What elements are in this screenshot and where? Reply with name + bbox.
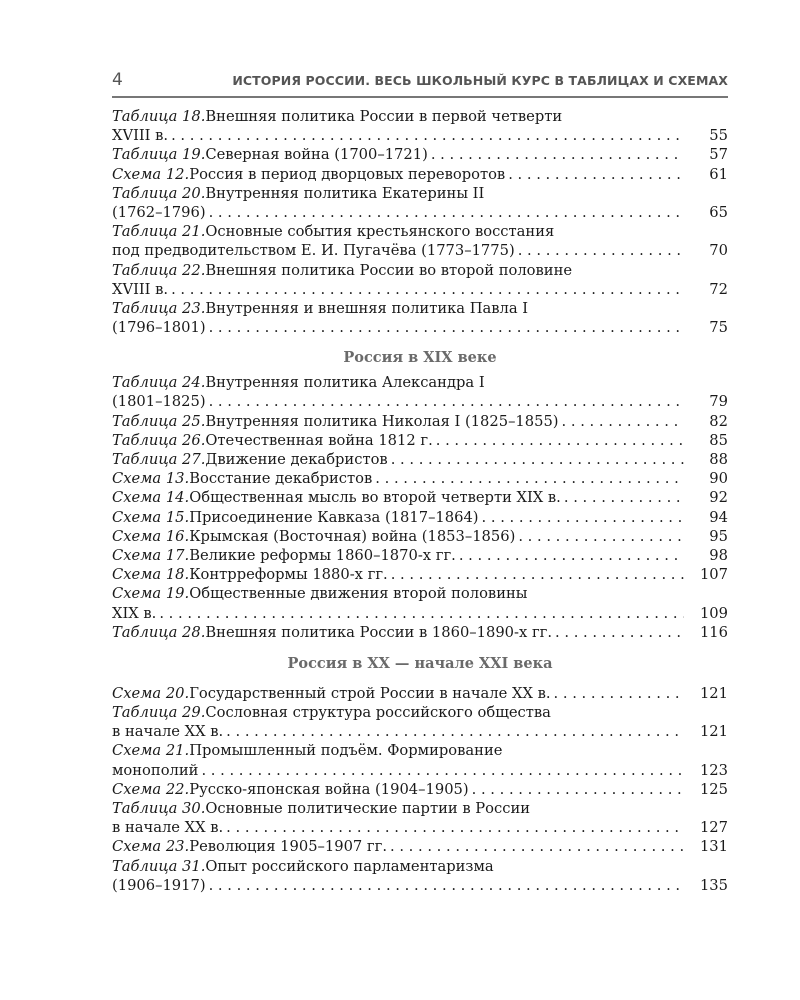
page-ref: 98 <box>709 546 728 564</box>
entry-title-cont: XVIII в. <box>112 280 169 298</box>
section-heading: Россия в XX — начале XXI века <box>287 654 553 672</box>
entry-kind: Схема 16. <box>112 527 190 545</box>
toc-entry[interactable] <box>112 299 728 337</box>
entry-kind: Схема 23. <box>112 838 190 856</box>
entry-kind: Схема 20. <box>112 684 190 702</box>
page-ref: 82 <box>709 412 728 430</box>
entry-title: Внутренняя политика Николая I (1825–1855) <box>205 412 559 430</box>
leader-dots <box>515 241 684 260</box>
page-ref: 57 <box>709 146 728 164</box>
running-title: ИСТОРИЯ РОССИИ. ВЕСЬ ШКОЛЬНЫЙ КУРС В ТАБЛИЦАХ И СХЕМАХ <box>232 73 728 88</box>
page-ref: 121 <box>699 684 728 702</box>
toc-entry[interactable] <box>112 412 728 431</box>
entry-title: Общественные движения второй половины <box>189 585 528 603</box>
entry-kind: Схема 14. <box>112 489 190 507</box>
toc-entry[interactable] <box>112 450 728 469</box>
entry-title: Государственный строй России в начале XX в. <box>189 684 551 702</box>
leader-dots <box>168 126 684 145</box>
toc-entry[interactable] <box>112 184 728 222</box>
entry-title: Контрреформы 1880-х гг. <box>189 566 388 584</box>
toc-entry[interactable] <box>112 565 728 584</box>
entry-kind: Схема 18. <box>112 566 190 584</box>
entry-title: Внешняя политика России во второй половине <box>205 261 573 279</box>
leader-dots <box>559 412 684 431</box>
toc-entry[interactable] <box>112 857 728 895</box>
entry-title-cont: (1796–1801) <box>112 319 206 337</box>
page-ref: 127 <box>699 819 728 837</box>
leader-dots <box>515 527 684 546</box>
leader-dots <box>552 623 684 642</box>
page-ref: 116 <box>699 623 728 641</box>
toc-entry[interactable] <box>112 837 728 856</box>
page-ref: 123 <box>699 761 728 779</box>
entry-title: Русско-японская война (1904–1905) <box>189 780 469 798</box>
leader-dots <box>156 604 684 623</box>
leader-dots <box>206 318 684 337</box>
entry-title: Сословная структура российского общества <box>205 704 551 722</box>
page-ref: 61 <box>709 165 728 183</box>
entry-title-cont: в начале XX в. <box>112 723 224 741</box>
leader-dots <box>479 508 684 527</box>
entry-title-cont: (1801–1825) <box>112 393 206 411</box>
entry-title: Основные события крестьянского восстания <box>205 223 555 241</box>
leader-dots <box>372 469 684 488</box>
toc-entry[interactable] <box>112 469 728 488</box>
toc-entry[interactable] <box>112 222 728 260</box>
leader-dots <box>433 431 684 450</box>
entry-kind: Таблица 21. <box>112 223 206 241</box>
entry-title: Движение декабристов <box>205 451 388 468</box>
leader-dots <box>469 780 684 799</box>
toc-entry[interactable] <box>112 546 728 565</box>
entry-title: Внешняя политика России в 1860–1890-х гг. <box>205 623 553 641</box>
toc-entry[interactable] <box>112 261 728 299</box>
entry-title: Промышленный подъём. Формирование <box>189 742 503 760</box>
section-heading: Россия в XIX веке <box>343 349 497 367</box>
toc-entry[interactable] <box>112 799 728 837</box>
page-ref: 70 <box>709 242 728 260</box>
entry-title-cont: монополий <box>112 761 199 779</box>
entry-kind: Схема 15. <box>112 508 190 526</box>
leader-dots <box>198 761 684 780</box>
entry-title-cont: в начале XX в. <box>112 819 224 837</box>
entry-title: Великие реформы 1860–1870-х гг. <box>189 546 456 564</box>
page-ref: 125 <box>699 780 728 798</box>
entry-title: Основные политические партии в России <box>205 800 531 817</box>
leader-dots <box>387 837 684 856</box>
toc-entry[interactable] <box>112 584 728 622</box>
page-ref: 55 <box>709 127 728 145</box>
toc-entry[interactable] <box>112 684 728 703</box>
toc-entry[interactable] <box>112 527 728 546</box>
entry-title: Опыт российского парламентаризма <box>205 857 494 875</box>
page-ref: 92 <box>709 489 728 507</box>
toc-entry[interactable] <box>112 703 728 741</box>
leader-dots <box>561 488 684 507</box>
entry-kind: Таблица 25. <box>112 412 206 430</box>
entry-kind: Схема 12. <box>112 165 190 183</box>
entry-kind: Таблица 28. <box>112 623 206 641</box>
entry-title: Общественная мысль во второй четверти XIX в. <box>189 489 561 507</box>
page-ref: 65 <box>709 203 728 221</box>
entry-title-cont: (1762–1796) <box>112 203 206 221</box>
entry-kind: Таблица 23. <box>112 299 206 317</box>
entry-title-cont: под предводительством Е. И. Пугачёва (1773–1775) <box>112 242 515 260</box>
page-ref: 109 <box>699 604 728 622</box>
page-ref: 107 <box>699 566 728 584</box>
entry-title-cont: XIX в. <box>112 604 157 622</box>
page-ref: 75 <box>709 319 728 337</box>
toc-entry[interactable] <box>112 508 728 527</box>
entry-kind: Схема 17. <box>112 546 190 564</box>
toc-entry[interactable] <box>112 373 728 411</box>
leader-dots <box>505 165 684 184</box>
entry-kind: Таблица 27. <box>112 451 206 468</box>
toc-entry[interactable] <box>112 165 728 184</box>
leader-dots <box>388 565 684 584</box>
leader-dots <box>206 203 684 222</box>
page-number: 4 <box>112 70 123 90</box>
leader-dots <box>206 876 684 895</box>
toc-entry[interactable] <box>112 488 728 507</box>
entry-title: Отечественная война 1812 г. <box>205 431 433 449</box>
entry-kind: Таблица 24. <box>112 374 206 392</box>
page-ref: 94 <box>709 508 728 526</box>
entry-kind: Таблица 30. <box>112 800 206 817</box>
entry-kind: Таблица 19. <box>112 146 206 164</box>
page-ref: 90 <box>709 470 728 488</box>
leader-dots <box>206 392 684 411</box>
entry-kind: Схема 19. <box>112 585 190 603</box>
page-ref: 72 <box>709 280 728 298</box>
table-of-contents <box>112 107 728 895</box>
entry-title: Крымская (Восточная) война (1853–1856) <box>189 527 516 545</box>
toc-entry[interactable] <box>112 623 728 642</box>
leader-dots <box>168 280 684 299</box>
entry-title: Внутренняя политика Екатерины II <box>205 184 485 202</box>
entry-title-cont: (1906–1917) <box>112 876 206 894</box>
toc-entry[interactable] <box>112 780 728 799</box>
entry-kind: Таблица 26. <box>112 431 206 449</box>
header-rule <box>112 96 728 98</box>
page-ref: 88 <box>709 451 728 468</box>
entry-kind: Таблица 20. <box>112 184 206 202</box>
entry-title: Внутренняя и внешняя политика Павла I <box>205 299 529 317</box>
leader-dots <box>223 722 684 741</box>
leader-dots <box>428 145 684 164</box>
entry-title: Восстание декабристов <box>189 470 373 488</box>
page-ref: 131 <box>699 838 728 856</box>
toc-entry[interactable] <box>112 741 728 779</box>
leader-dots <box>388 450 684 469</box>
leader-dots <box>456 546 684 565</box>
entry-title: Внешняя политика России в первой четверти <box>205 108 563 125</box>
entry-kind: Схема 13. <box>112 470 190 488</box>
page-header <box>112 70 728 94</box>
page-ref: 121 <box>699 723 728 741</box>
entry-kind: Таблица 18. <box>112 108 206 125</box>
page-ref: 95 <box>709 527 728 545</box>
page-ref: 135 <box>699 876 728 894</box>
page-ref: 85 <box>709 431 728 449</box>
entry-title: Внутренняя политика Александра I <box>205 374 485 392</box>
entry-title: Северная война (1700–1721) <box>205 146 428 164</box>
entry-kind: Схема 22. <box>112 780 190 798</box>
toc-entry[interactable] <box>112 431 728 450</box>
leader-dots <box>551 684 684 703</box>
entry-kind: Схема 21. <box>112 742 190 760</box>
leader-dots <box>223 818 684 837</box>
entry-kind: Таблица 22. <box>112 261 206 279</box>
page-ref: 79 <box>709 393 728 411</box>
toc-entry[interactable] <box>112 145 728 164</box>
entry-kind: Таблица 31. <box>112 857 206 875</box>
entry-kind: Таблица 29. <box>112 704 206 722</box>
entry-title: Россия в период дворцовых переворотов <box>189 165 506 183</box>
entry-title: Присоединение Кавказа (1817–1864) <box>189 508 479 526</box>
entry-title: Революция 1905–1907 гг. <box>189 838 387 856</box>
entry-title-cont: XVIII в. <box>112 127 169 145</box>
toc-entry[interactable] <box>112 107 728 145</box>
